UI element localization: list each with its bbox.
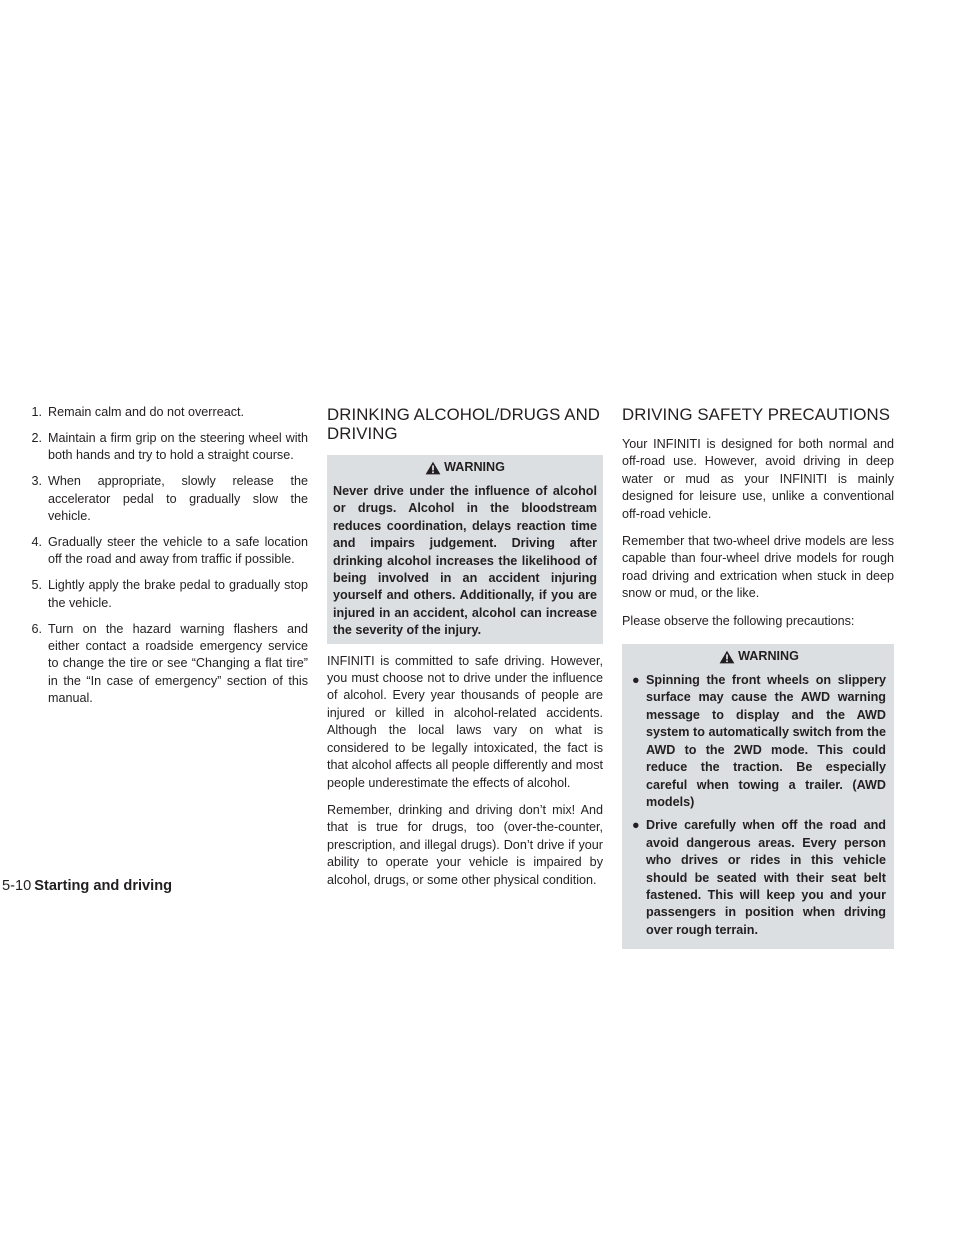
step-number: 2. bbox=[31, 430, 42, 445]
page-footer bbox=[2, 878, 172, 894]
bullet-icon: ● bbox=[632, 673, 640, 688]
body-paragraph: Please observe the following precautions: bbox=[622, 613, 855, 628]
step-number: 3. bbox=[31, 474, 42, 489]
warning-text: Never drive under the influence of alcohol or drugs. Alcohol in the bloodstream reduces coordination, delays reaction time and impairs judgement. Driving after drinking alcohol increases the likelihood of being involved in an accident injuring yourself and others. Additionally, if you are injured in an accident, alcohol can increase the severity of the injury. bbox=[333, 484, 597, 638]
warning-box bbox=[622, 644, 894, 949]
list-item bbox=[20, 621, 308, 708]
list-item bbox=[20, 534, 308, 569]
section-heading-alcohol: DRINKING ALCOHOL/DRUGS AND DRIVING bbox=[327, 405, 601, 443]
warning-header bbox=[333, 457, 597, 479]
body-paragraph: Remember that two-wheel drive models are less capable than four-wheel drive models for rough road driving and extrication when stuck in deep snow or mud, or the like. bbox=[622, 534, 894, 601]
bullet-text: Spinning the front wheels on slippery surface may cause the AWD warning message to display and the AWD system to automatically switch from the AWD to the 2WD mode. This could reduce the traction. Be especially careful when towing a trailer. (AWD models) bbox=[646, 673, 886, 809]
list-item bbox=[20, 430, 308, 465]
warning-box bbox=[327, 455, 603, 644]
body-paragraph: Your INFINITI is designed for both normal and off-road use. However, avoid driving in deep water or mud as your INFINITI is mainly designed for leisure use, unlike a conventional off-road vehicle. bbox=[622, 437, 894, 521]
bullet-text: Drive carefully when off the road and avoid dangerous areas. Every person who drives or rides in this vehicle should be seated with their seat belt fastened. This will keep you and your passengers in position when driving over rough terrain. bbox=[646, 818, 886, 937]
step-number: 6. bbox=[31, 621, 42, 636]
step-number: 5. bbox=[31, 578, 42, 593]
warning-label: WARNING bbox=[738, 649, 799, 664]
steps-list bbox=[20, 404, 308, 708]
section-title: Starting and driving bbox=[34, 878, 173, 894]
warning-bullet-list bbox=[632, 672, 886, 939]
step-text: Maintain a firm grip on the steering wheel with both hands and try to hold a straight course. bbox=[48, 430, 308, 463]
step-text: Lightly apply the brake pedal to gradually stop the vehicle. bbox=[48, 578, 308, 610]
step-text: When appropriate, slowly release the accelerator pedal to gradually slow the vehicle. bbox=[48, 474, 308, 524]
bullet-icon: ● bbox=[632, 818, 640, 833]
page-number: 5-10 bbox=[2, 878, 32, 894]
section-heading-safety: DRIVING SAFETY PRECAUTIONS bbox=[622, 405, 891, 424]
step-text: Gradually steer the vehicle to a safe location off the road and away from traffic if possible. bbox=[48, 534, 308, 567]
warning-triangle-icon bbox=[719, 650, 735, 664]
list-item bbox=[20, 473, 308, 525]
column-right bbox=[622, 404, 894, 958]
step-number: 1. bbox=[31, 405, 42, 419]
column-middle bbox=[327, 404, 603, 899]
warning-triangle-icon bbox=[425, 461, 441, 475]
warning-header bbox=[632, 646, 886, 668]
list-item bbox=[20, 404, 308, 421]
list-item bbox=[632, 817, 886, 939]
list-item bbox=[20, 577, 308, 612]
list-item bbox=[632, 672, 886, 811]
body-paragraph: Remember, drinking and driving don’t mix! And that is true for drugs, too (over-the-counter, prescription, and illegal drugs). Don’t drive if your ability to operate your vehicle is impaired by alcohol, drugs, or some other physical condition. bbox=[327, 802, 603, 887]
column-left bbox=[20, 404, 308, 716]
step-number: 4. bbox=[31, 534, 42, 549]
body-paragraph: INFINITI is committed to safe driving. However, you must choose not to drive under the influence of alcohol. Every year thousands of people are injured or killed in alcohol-related accidents. Although the local laws vary on what is considered to be legally intoxicated, the fact is that alcohol affects all people differently and most people underestimate the effects of alcohol. bbox=[327, 653, 603, 790]
warning-label: WARNING bbox=[444, 460, 505, 475]
step-text: Remain calm and do not overreact. bbox=[48, 405, 245, 419]
step-text: Turn on the hazard warning flashers and either contact a roadside emergency service to change the tire or see “Changing a flat tire” in the “In case of emergency” section of this manual. bbox=[48, 621, 308, 706]
